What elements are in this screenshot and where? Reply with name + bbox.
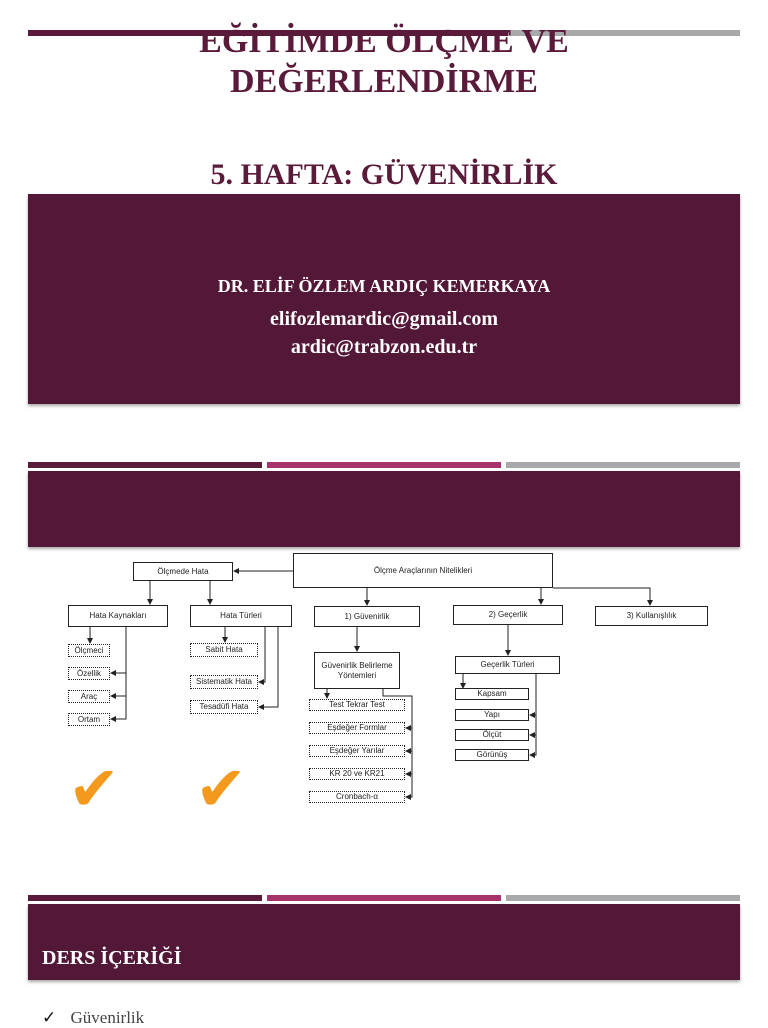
box-guvenirlik-yontemleri: Güvenirlik Belirleme Yöntemleri	[314, 652, 400, 689]
checkmark-icon: ✔	[195, 752, 247, 825]
leaf-sabit-hata: Sabit Hata	[190, 643, 258, 657]
box-hata-turleri: Hata Türleri	[190, 605, 292, 627]
box-olcmede-hata: Ölçmede Hata	[133, 562, 233, 581]
leaf-cronbach-alpha: Cronbach-α	[309, 791, 405, 803]
checkmark-icon: ✔	[68, 752, 120, 825]
box-kullanislilik: 3) Kullanışlılık	[595, 606, 708, 626]
slide3-stripe-rose	[267, 895, 501, 901]
bullet-item-label: Güvenirlik	[70, 1008, 145, 1027]
email-trabzon: ardic@trabzon.edu.tr	[290, 336, 478, 358]
slide3-stripe-maroon	[28, 895, 262, 901]
leaf-olcmeci: Ölçmeci	[68, 644, 110, 657]
leaf-esdeger-formlar: Eşdeğer Formlar	[309, 722, 405, 734]
leaf-gorunus: Görünüş	[455, 749, 529, 761]
slide1-title-line1: EĞİTİMDE ÖLÇME VE	[199, 23, 569, 60]
ders-icerigi-heading: DERS İÇERİĞİ	[42, 947, 182, 969]
leaf-arac: Araç	[68, 690, 110, 703]
leaf-ozellik: Özellik	[68, 667, 110, 680]
leaf-kr20-kr21: KR 20 ve KR21	[309, 768, 405, 780]
checkmark-bullet-icon: ✓	[42, 1008, 57, 1028]
leaf-tesadufi-hata: Tesadüfi Hata	[190, 700, 258, 714]
slide3-stripe-grey	[506, 895, 740, 901]
leaf-sistematik-hata: Sistematik Hata	[190, 675, 258, 689]
box-guvenirlik: 1) Güvenirlik	[314, 606, 420, 627]
leaf-kapsam: Kapsam	[455, 688, 529, 700]
bullet-item	[42, 1008, 144, 1028]
leaf-esdeger-yarilar: Eşdeğer Yarılar	[309, 745, 405, 757]
author-name: DR. ELİF ÖZLEM ARDIÇ KEMERKAYA	[217, 276, 551, 296]
leaf-ortam: Ortam	[68, 713, 110, 726]
box-hata-kaynaklari: Hata Kaynakları	[68, 605, 168, 627]
box-olcme-araclari: Ölçme Araçlarının Nitelikleri	[293, 553, 553, 588]
box-gecerlik: 2) Geçerlik	[453, 605, 563, 625]
email-gmail: elifozlemardic@gmail.com	[270, 308, 498, 330]
leaf-olcut: Ölçüt	[455, 729, 529, 741]
box-gecerlik-turleri: Geçerlik Türleri	[455, 656, 560, 674]
leaf-test-tekrar-test: Test Tekrar Test	[309, 699, 405, 711]
slide1-title-line2: DEĞERLENDİRME	[230, 63, 538, 100]
slide1-subtitle: 5. HAFTA: GÜVENİRLİK	[210, 158, 558, 191]
leaf-yapi: Yapı	[455, 709, 529, 721]
